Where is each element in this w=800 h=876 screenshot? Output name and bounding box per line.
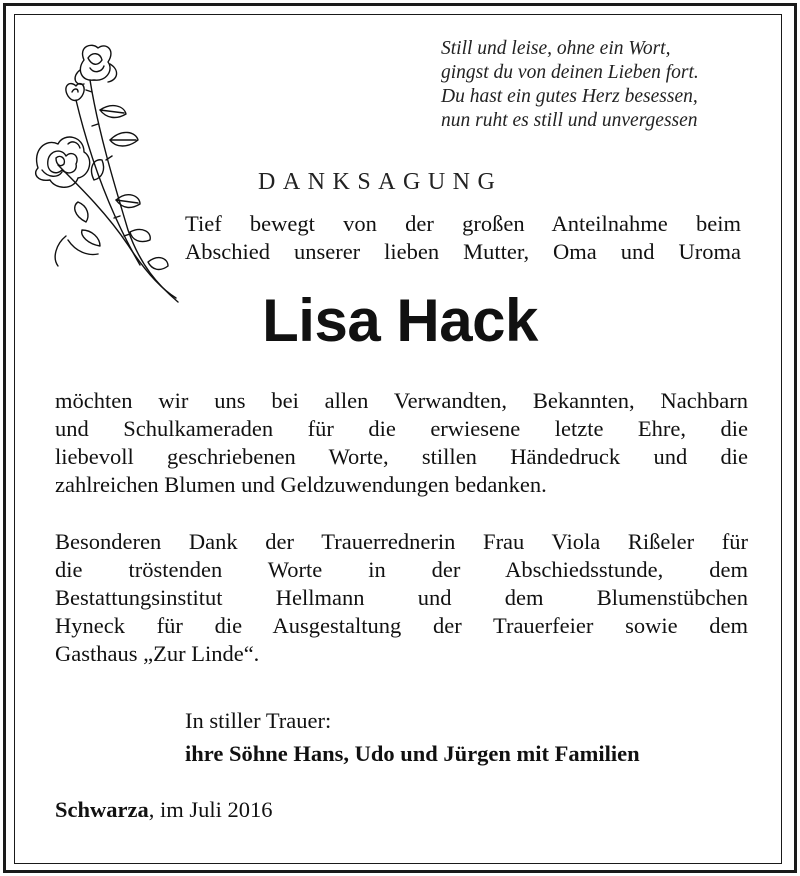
poem-line: Still und leise, ohne ein Wort, bbox=[441, 38, 671, 59]
deceased-name: Lisa Hack bbox=[262, 287, 538, 354]
poem-line: nun ruht es still und unvergessen bbox=[441, 110, 698, 131]
paragraph-line: die tröstenden Worte in der Abschiedsstunde, dem bbox=[55, 557, 748, 582]
thanks-paragraph-2 bbox=[55, 528, 748, 668]
paragraph-line: möchten wir uns bei allen Verwandten, Bekannten, Nachbarn bbox=[55, 388, 748, 413]
paragraph-line: Besonderen Dank der Trauerrednerin Frau Viola Rißeler für bbox=[55, 529, 748, 554]
place-town: Schwarza bbox=[55, 797, 149, 822]
intro-line: Tief bewegt von der großen Anteilnahme beim bbox=[185, 211, 741, 236]
paragraph-line: Hyneck für die Ausgestaltung der Trauerfeier sowie dem bbox=[55, 613, 748, 638]
date-text: , im Juli 2016 bbox=[148, 797, 273, 822]
paragraph-line: Gasthaus „Zur Linde“. bbox=[55, 641, 260, 666]
signers: ihre Söhne Hans, Udo und Jürgen mit Familien bbox=[185, 741, 640, 766]
paragraph-line: und Schulkameraden für die erwiesene letzte Ehre, die bbox=[55, 416, 748, 441]
intro-text bbox=[185, 210, 741, 266]
poem bbox=[441, 37, 771, 133]
paragraph-line: liebevoll geschriebenen Worte, stillen Händedruck und die bbox=[55, 444, 748, 469]
poem-line: gingst du von deinen Lieben fort. bbox=[441, 62, 699, 83]
heading-danksagung: DANKSAGUNG bbox=[258, 169, 503, 195]
rose-illustration-icon bbox=[28, 40, 188, 310]
intro-line: Abschied unserer lieben Mutter, Oma und Uroma bbox=[185, 239, 741, 264]
closing-phrase: In stiller Trauer: bbox=[185, 708, 332, 733]
place-and-date bbox=[55, 797, 273, 823]
thanks-paragraph-1 bbox=[55, 387, 748, 499]
paragraph-line: Bestattungsinstitut Hellmann und dem Blumenstübchen bbox=[55, 585, 748, 610]
paragraph-line: zahlreichen Blumen und Geldzuwendungen bedanken. bbox=[55, 472, 547, 497]
poem-line: Du hast ein gutes Herz besessen, bbox=[441, 86, 698, 107]
